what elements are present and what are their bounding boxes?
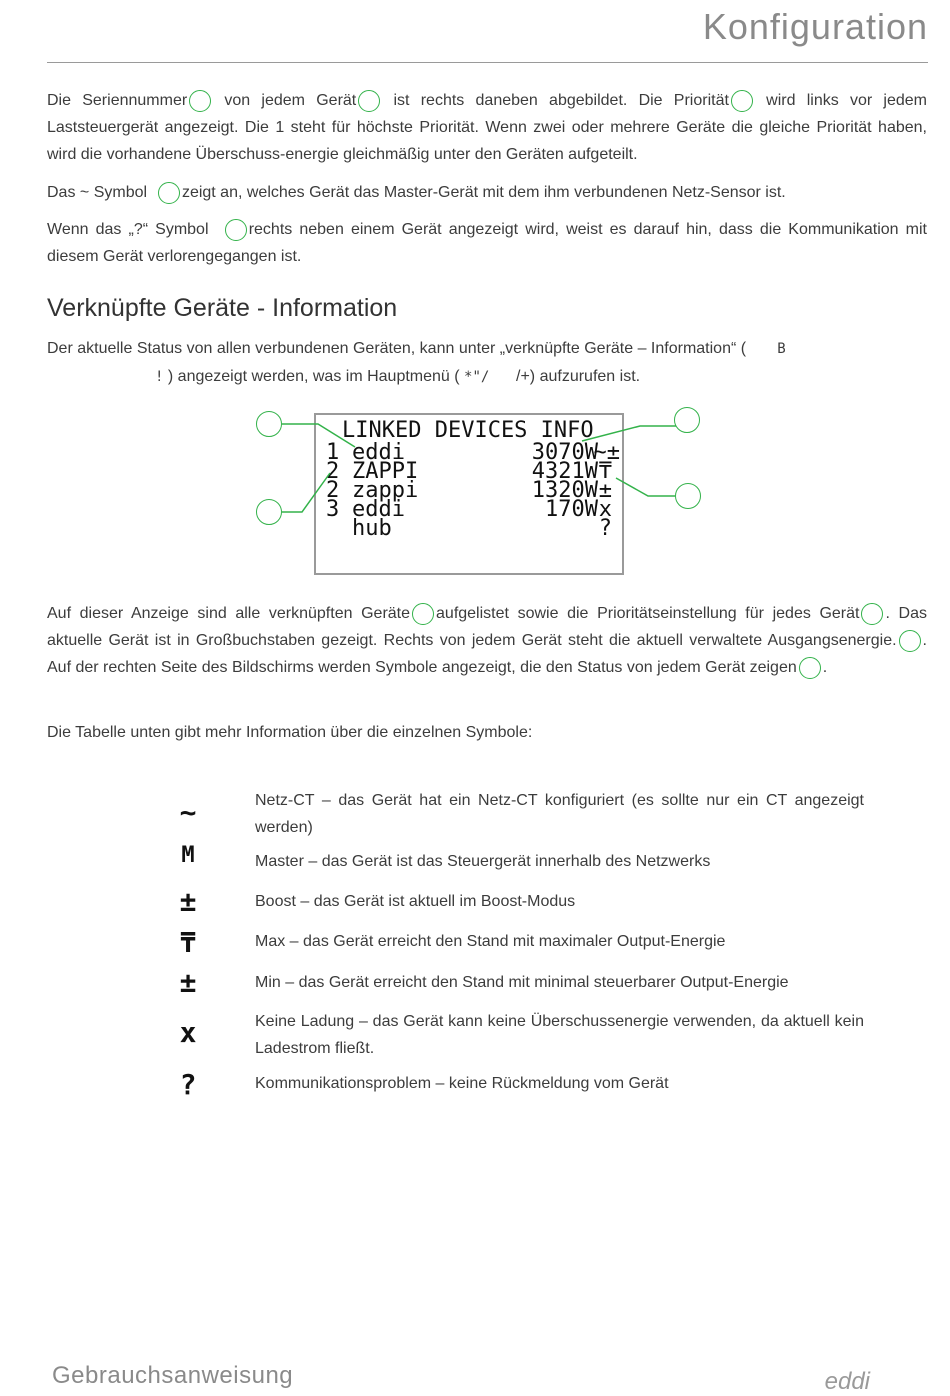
text-span: zeigt an, welches Gerät das Master-Gerät mit dem ihm verbundenen Netz-Sensor ist.: [181, 184, 786, 201]
comm-problem-icon: ?: [179, 1068, 197, 1101]
lcd-priority: 1: [326, 440, 340, 465]
lcd-device-name: zappi: [352, 478, 419, 503]
after-paragraph-1: [47, 600, 927, 681]
callout-circle: [674, 407, 700, 433]
symbol-description: Kommunikationsproblem – keine Rückmeldung vom Gerät: [255, 1075, 669, 1092]
text-span: . Auf der rechten Seite des Bildschirms werden Symbole angezeigt, die den Status von jedem Gerät zeigen: [47, 632, 927, 676]
footer-title: Gebrauchsanweisung: [52, 1362, 294, 1389]
callout-circle: [256, 499, 282, 525]
max-icon: ₸: [179, 926, 197, 959]
text-span: aufgelistet sowie die Prioritätseinstellung für jedes Gerät: [436, 605, 860, 622]
lcd-status-symbol: ~±: [593, 440, 620, 465]
menu-glyph: !: [155, 369, 164, 385]
lcd-priority: 2: [326, 478, 340, 503]
text-span: von jedem Gerät: [224, 92, 357, 109]
page-header-title: Konfiguration: [702, 6, 928, 47]
text-span: Das ~ Symbol: [47, 184, 148, 201]
lcd-device-name: hub: [352, 516, 392, 541]
lcd-power: 170W: [545, 497, 598, 522]
lcd-power: 3070W: [531, 440, 598, 465]
lcd-power: 4321W: [531, 459, 598, 484]
lcd-status-symbol: x: [598, 497, 612, 522]
marker-circle: [899, 630, 921, 652]
section-heading: Verknüpfte Geräte - Information: [47, 294, 398, 322]
callout-circle: [256, 411, 282, 437]
text-span: ) angezeigt werden, was im Hauptmenü (: [167, 368, 460, 385]
symbol-description: Boost – das Gerät ist aktuell im Boost-Modus: [255, 893, 576, 910]
lcd-device-name: ZAPPI: [352, 459, 419, 484]
symbol-description: Min – das Gerät erreicht den Stand mit minimal steuerbarer Output-Energie: [255, 974, 789, 991]
symbol-description: Netz-CT – das Gerät hat ein Netz-CT konfiguriert (es sollte nur ein CT angezeigt werden): [255, 792, 864, 836]
lcd-device-name: eddi: [352, 497, 405, 522]
text-span: .: [822, 659, 828, 676]
lcd-status-symbol: ±: [598, 478, 612, 503]
brand-logo: eddi: [824, 1368, 870, 1395]
lcd-title: LINKED DEVICES INFO: [342, 418, 594, 443]
marker-circle: [799, 657, 821, 679]
callout-lines: [0, 0, 950, 620]
lcd-status-symbol: ₸: [598, 459, 612, 484]
lcd-device-name: eddi: [352, 440, 405, 465]
menu-glyph: *"/: [464, 369, 490, 385]
boost-icon: ±: [179, 885, 197, 918]
grid-ct-icon: ~: [179, 796, 197, 829]
text-span: Die Seriennummer: [47, 92, 188, 109]
text-span: ist rechts daneben abgebildet. Die Priorität: [393, 92, 729, 109]
lcd-priority: 2: [326, 459, 340, 484]
text-span: Auf dieser Anzeige sind alle verknüpften Geräte: [47, 605, 411, 622]
callout-circle: [675, 483, 701, 509]
text-span: . Das aktuelle Gerät ist in Großbuchstaben gezeigt. Rechts von jedem Gerät steht die aktuell verwaltete Ausgangsenergie.: [47, 605, 927, 649]
text-span: /+) aufzurufen ist.: [516, 368, 641, 385]
symbol-description: Keine Ladung – das Gerät kann keine Überschussenergie verwenden, da aktuell kein Ladestrom fließt.: [255, 1013, 864, 1057]
marker-circle: [412, 603, 434, 625]
lcd-status-symbol: ?: [598, 516, 612, 541]
text-span: wird links vor jedem Laststeuergerät angezeigt. Die 1 steht für höchste Priorität. Wenn zwei oder mehrere Geräte die gleiche Priorität haben, wird die vorhandene Überschuss-energie gleichmäßig unter den Geräten aufgeteilt.: [47, 92, 928, 163]
text-span: Wenn das „?“ Symbol: [47, 221, 209, 238]
symbol-description: Max – das Gerät erreicht den Stand mit maximaler Output-Energie: [255, 933, 726, 950]
lcd-power: 1320W: [531, 478, 598, 503]
master-icon: M: [181, 843, 195, 868]
no-charge-icon: x: [179, 1016, 197, 1049]
text-span: Der aktuelle Status von allen verbundenen Geräten, kann unter „verknüpfte Geräte – Information“ (: [47, 340, 747, 357]
text-span: rechts neben einem Gerät angezeigt wird, weist es darauf hin, dass die Kommunikation mit diesem Gerät verlorengegangen ist.: [47, 221, 927, 265]
min-icon: ±: [179, 966, 197, 999]
after-paragraph-2: Die Tabelle unten gibt mehr Information über die einzelnen Symbole:: [47, 724, 533, 741]
lcd-priority: 3: [326, 497, 340, 522]
menu-glyph: B: [777, 341, 786, 357]
marker-circle: [861, 603, 883, 625]
symbol-description: Master – das Gerät ist das Steuergerät innerhalb des Netzwerks: [255, 853, 711, 870]
